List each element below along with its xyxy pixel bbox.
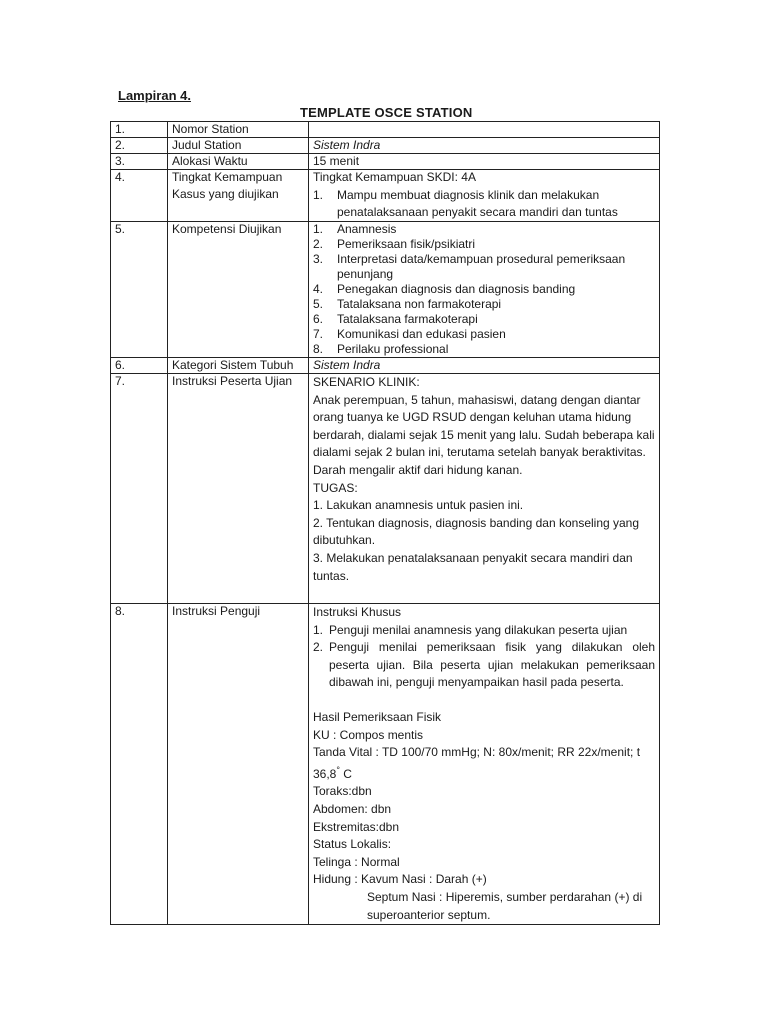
suhu-line bbox=[313, 762, 655, 784]
ekstremitas-line: Ekstremitas:dbn bbox=[313, 819, 400, 834]
skenario-heading: SKENARIO KLINIK: bbox=[313, 375, 420, 389]
list-text: Pemeriksaan fisik/psikiatri bbox=[337, 237, 476, 251]
row-label: Instruksi Penguji bbox=[168, 604, 309, 925]
label-line: Kasus yang diujikan bbox=[172, 187, 279, 201]
list-number: 6. bbox=[313, 312, 324, 326]
list-text: Tatalaksana farmakoterapi bbox=[337, 312, 478, 326]
list-item bbox=[313, 237, 655, 252]
list-item bbox=[313, 297, 655, 312]
list-number: 7. bbox=[313, 327, 324, 341]
list-number: 8. bbox=[313, 342, 324, 356]
abdomen-line: Abdomen: dbn bbox=[313, 801, 392, 816]
list-item bbox=[313, 282, 655, 297]
toraks-line: Toraks:dbn bbox=[313, 784, 372, 799]
list-item bbox=[313, 187, 655, 221]
skenario-text: Anak perempuan, 5 tahun, mahasiswi, datang dengan diantar orang tuanya ke UGD RSUD dengan keluhan utama hidung berdarah, dialami sejak 15 menit yang lalu. Sudah beberapa kali dialami sejak 2 bulan ini, terutama setelah banyak beraktivitas. Darah mengalir aktif dari hidung kanan. bbox=[313, 392, 655, 477]
tugas-heading: TUGAS: bbox=[313, 480, 358, 495]
lampiran-label: Lampiran 4. bbox=[118, 88, 191, 103]
suhu-unit: C bbox=[339, 766, 352, 781]
row-label: Kategori Sistem Tubuh bbox=[168, 358, 309, 374]
row-value bbox=[309, 122, 660, 138]
tugas-item: 2. Tentukan diagnosis, diagnosis banding dan konseling yang dibutuhkan. bbox=[313, 515, 640, 548]
list-text: Mampu membuat diagnosis klinik dan melakukan penatalaksanaan penyakit secara mandiri dan tuntas bbox=[337, 188, 618, 219]
spacer bbox=[313, 692, 655, 709]
table-row bbox=[111, 138, 660, 154]
row-number: 1. bbox=[111, 122, 168, 138]
document-title: TEMPLATE OSCE STATION bbox=[300, 105, 473, 120]
degree-symbol: ° bbox=[336, 764, 340, 775]
list-text: Komunikasi dan edukasi pasien bbox=[337, 327, 506, 341]
list-item bbox=[313, 622, 655, 640]
tanda-vital-line: Tanda Vital : TD 100/70 mmHg; N: 80x/menit; RR 22x/menit; t bbox=[313, 745, 641, 760]
row-value bbox=[309, 222, 660, 358]
list-text: Penguji menilai pemeriksaan fisik yang dilakukan oleh peserta ujian. Bila peserta ujian melakukan pemeriksaan dibawah ini, penguji menyampaikan hasil pada peserta. bbox=[329, 640, 655, 690]
list-text: Penguji menilai anamnesis yang dilakukan peserta ujian bbox=[329, 622, 628, 637]
khusus-heading: Instruksi Khusus bbox=[313, 605, 402, 619]
row-value: Sistem Indra bbox=[309, 358, 660, 374]
list-text: Tatalaksana non farmakoterapi bbox=[337, 297, 502, 311]
row-value bbox=[309, 170, 660, 222]
table-row bbox=[111, 374, 660, 604]
table-row bbox=[111, 604, 660, 925]
tugas-item: 3. Melakukan penatalaksanaan penyakit secara mandiri dan tuntas. bbox=[313, 550, 633, 583]
list-number: 5. bbox=[313, 297, 324, 311]
row-value bbox=[309, 604, 660, 925]
list-text: Perilaku professional bbox=[337, 342, 449, 356]
row-label: Judul Station bbox=[168, 138, 309, 154]
row-value: Sistem Indra bbox=[309, 138, 660, 154]
suhu-value: 36,8 bbox=[313, 766, 337, 781]
list-item bbox=[313, 252, 655, 282]
fisik-heading: Hasil Pemeriksaan Fisik bbox=[313, 709, 442, 724]
row-number: 7. bbox=[111, 374, 168, 604]
row-number: 3. bbox=[111, 154, 168, 170]
list-text: Penegakan diagnosis dan diagnosis banding bbox=[337, 282, 576, 296]
list-number: 1. bbox=[313, 222, 324, 236]
list-number: 1. bbox=[313, 188, 324, 202]
row-number: 6. bbox=[111, 358, 168, 374]
row-label: Nomor Station bbox=[168, 122, 309, 138]
value-line: Tingkat Kemampuan SKDI: 4A bbox=[313, 170, 476, 184]
kompetensi-list bbox=[313, 222, 655, 357]
tugas-item: 1. Lakukan anamnesis untuk pasien ini. bbox=[313, 498, 524, 513]
khusus-list bbox=[313, 622, 655, 692]
hidung-line: Hidung : Kavum Nasi : Darah (+) bbox=[313, 872, 487, 887]
list-number: 3. bbox=[313, 252, 324, 266]
row-number: 8. bbox=[111, 604, 168, 925]
status-lokalis-line: Status Lokalis: bbox=[313, 837, 392, 852]
table-row bbox=[111, 222, 660, 358]
row-number: 2. bbox=[111, 138, 168, 154]
table-row bbox=[111, 154, 660, 170]
list-text: Interpretasi data/kemampuan prosedural pemeriksaan penunjang bbox=[337, 252, 626, 281]
list-item bbox=[313, 312, 655, 327]
row-value: 15 menit bbox=[309, 154, 660, 170]
table-row bbox=[111, 170, 660, 222]
list-item bbox=[313, 222, 655, 237]
osce-template-table bbox=[110, 121, 660, 925]
label-line: Tingkat Kemampuan bbox=[172, 170, 283, 184]
list-number: 1. bbox=[313, 622, 324, 637]
list-item bbox=[313, 327, 655, 342]
kasus-list bbox=[313, 187, 655, 221]
row-value bbox=[309, 374, 660, 604]
septum-line: Septum Nasi : Hiperemis, sumber perdarahan (+) di superoanterior septum. bbox=[367, 889, 643, 922]
table-row bbox=[111, 122, 660, 138]
row-number: 5. bbox=[111, 222, 168, 358]
telinga-line: Telinga : Normal bbox=[313, 854, 400, 869]
row-label bbox=[168, 170, 309, 222]
list-number: 2. bbox=[313, 237, 324, 251]
row-label: Alokasi Waktu bbox=[168, 154, 309, 170]
list-item bbox=[313, 342, 655, 357]
row-number: 4. bbox=[111, 170, 168, 222]
list-item bbox=[313, 639, 655, 692]
list-text: Anamnesis bbox=[337, 222, 397, 236]
list-number: 4. bbox=[313, 282, 324, 296]
row-label: Instruksi Peserta Ujian bbox=[168, 374, 309, 604]
list-number: 2. bbox=[313, 640, 324, 655]
ku-line: KU : Compos mentis bbox=[313, 727, 424, 742]
row-label: Kompetensi Diujikan bbox=[168, 222, 309, 358]
table-row bbox=[111, 358, 660, 374]
